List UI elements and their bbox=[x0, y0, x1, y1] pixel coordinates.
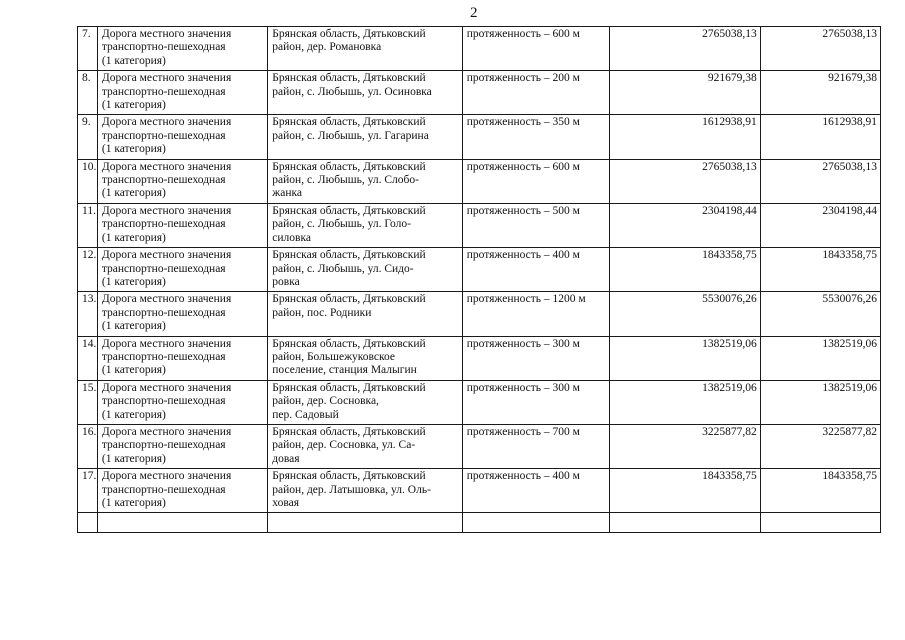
object-address bbox=[268, 469, 462, 513]
object-name bbox=[97, 203, 267, 247]
object-address bbox=[268, 424, 462, 468]
object-name-line: (1 категория) bbox=[101, 275, 166, 288]
object-name-line: транспортно-пешеходная bbox=[101, 129, 226, 142]
object-name-line: транспортно-пешеходная bbox=[101, 262, 226, 275]
tail-cell-length bbox=[462, 513, 609, 533]
row-number: 11. bbox=[78, 203, 98, 247]
value-primary: 1382519,06 bbox=[610, 380, 761, 424]
row-number: 13. bbox=[78, 292, 98, 336]
object-name bbox=[97, 336, 267, 380]
object-length: протяженность – 300 м bbox=[462, 380, 609, 424]
object-address bbox=[268, 203, 462, 247]
object-name-line: Дорога местного значения bbox=[101, 337, 232, 350]
object-address bbox=[268, 159, 462, 203]
object-address-line: Брянская область, Дятьковский bbox=[272, 470, 426, 483]
value-primary: 1843358,75 bbox=[610, 248, 761, 292]
tail-cell-value2 bbox=[760, 513, 880, 533]
value-primary: 2765038,13 bbox=[610, 27, 761, 71]
row-number: 8. bbox=[78, 71, 98, 115]
object-name-line: транспортно-пешеходная bbox=[101, 174, 226, 187]
roads-table bbox=[77, 26, 881, 533]
tail-cell-address bbox=[268, 513, 462, 533]
table-row bbox=[78, 248, 881, 292]
object-address-line: район, Большежуковское bbox=[272, 350, 396, 363]
object-name-line: транспортно-пешеходная bbox=[101, 395, 226, 408]
object-address bbox=[268, 336, 462, 380]
value-secondary: 1612938,91 bbox=[760, 115, 880, 159]
object-length: протяженность – 600 м bbox=[462, 159, 609, 203]
value-secondary: 921679,38 bbox=[760, 71, 880, 115]
table-row bbox=[78, 336, 881, 380]
row-number: 10. bbox=[78, 159, 98, 203]
object-address-line: Брянская область, Дятьковский bbox=[272, 116, 426, 129]
row-number: 16. bbox=[78, 424, 98, 468]
object-address-line: Брянская область, Дятьковский bbox=[272, 204, 426, 217]
value-secondary: 3225877,82 bbox=[760, 424, 880, 468]
value-secondary: 1843358,75 bbox=[760, 248, 880, 292]
object-name-line: (1 категория) bbox=[101, 320, 166, 333]
object-address-line: район, дер. Сосновка, bbox=[272, 395, 379, 408]
value-primary: 3225877,82 bbox=[610, 424, 761, 468]
object-address bbox=[268, 248, 462, 292]
object-address-line: Брянская область, Дятьковский bbox=[272, 425, 426, 438]
table-body bbox=[78, 27, 881, 533]
object-address-line: район, с. Любышь, ул. Сидо- bbox=[272, 262, 414, 275]
object-address-line: довая bbox=[272, 452, 300, 465]
value-primary: 2765038,13 bbox=[610, 159, 761, 203]
object-address bbox=[268, 27, 462, 71]
page-number: 2 bbox=[470, 5, 478, 21]
object-name-line: Дорога местного значения bbox=[101, 249, 232, 262]
object-name-line: Дорога местного значения bbox=[101, 28, 232, 40]
object-address-line: район, с. Любышь, ул. Гагарина bbox=[272, 129, 429, 142]
table-row bbox=[78, 71, 881, 115]
object-name-line: Дорога местного значения bbox=[101, 204, 232, 217]
value-secondary: 2765038,13 bbox=[760, 159, 880, 203]
table-row-tail bbox=[78, 513, 881, 533]
value-secondary: 5530076,26 bbox=[760, 292, 880, 336]
tail-cell-num bbox=[78, 513, 98, 533]
object-address-line: район, дер. Латышовка, ул. Оль- bbox=[272, 483, 431, 496]
object-name bbox=[97, 469, 267, 513]
object-name bbox=[97, 380, 267, 424]
table-row bbox=[78, 469, 881, 513]
object-length: протяженность – 200 м bbox=[462, 71, 609, 115]
object-name bbox=[97, 27, 267, 71]
object-address-line: район, дер. Романовка bbox=[272, 41, 382, 54]
row-number: 14. bbox=[78, 336, 98, 380]
object-name-line: (1 категория) bbox=[101, 408, 166, 421]
object-name-line: Дорога местного значения bbox=[101, 470, 232, 483]
object-name-line: (1 категория) bbox=[101, 99, 166, 112]
tail-cell-value1 bbox=[610, 513, 761, 533]
table-row bbox=[78, 159, 881, 203]
object-name-line: транспортно-пешеходная bbox=[101, 483, 226, 496]
value-secondary: 2765038,13 bbox=[760, 27, 880, 71]
row-number: 17. bbox=[78, 469, 98, 513]
object-name-line: транспортно-пешеходная bbox=[101, 350, 226, 363]
object-address-line: Брянская область, Дятьковский bbox=[272, 381, 426, 394]
object-name-line: (1 категория) bbox=[101, 187, 166, 200]
object-name bbox=[97, 248, 267, 292]
object-address bbox=[268, 292, 462, 336]
object-address-line: жанка bbox=[272, 187, 303, 200]
object-address-line: Брянская область, Дятьковский bbox=[272, 28, 426, 40]
object-address-line: Брянская область, Дятьковский bbox=[272, 337, 426, 350]
object-name-line: Дорога местного значения bbox=[101, 293, 232, 306]
object-address bbox=[268, 115, 462, 159]
object-address-line: Брянская область, Дятьковский bbox=[272, 249, 426, 262]
object-name-line: (1 категория) bbox=[101, 231, 166, 244]
object-name-line: транспортно-пешеходная bbox=[101, 85, 226, 98]
object-length: протяженность – 1200 м bbox=[462, 292, 609, 336]
value-primary: 921679,38 bbox=[610, 71, 761, 115]
object-name-line: Дорога местного значения bbox=[101, 381, 232, 394]
object-name bbox=[97, 424, 267, 468]
object-name-line: транспортно-пешеходная bbox=[101, 306, 226, 319]
object-name bbox=[97, 159, 267, 203]
object-address-line: район, с. Любышь, ул. Слобо- bbox=[272, 174, 419, 187]
object-name-line: Дорога местного значения bbox=[101, 425, 232, 438]
value-primary: 1382519,06 bbox=[610, 336, 761, 380]
object-length: протяженность – 400 м bbox=[462, 248, 609, 292]
table-row bbox=[78, 292, 881, 336]
object-name-line: (1 категория) bbox=[101, 452, 166, 465]
value-secondary: 2304198,44 bbox=[760, 203, 880, 247]
row-number: 12. bbox=[78, 248, 98, 292]
object-name bbox=[97, 115, 267, 159]
object-name bbox=[97, 71, 267, 115]
object-address-line: Брянская область, Дятьковский bbox=[272, 160, 426, 173]
object-address-line: Брянская область, Дятьковский bbox=[272, 293, 426, 306]
tail-cell-name bbox=[97, 513, 267, 533]
row-number: 9. bbox=[78, 115, 98, 159]
value-primary: 2304198,44 bbox=[610, 203, 761, 247]
object-name-line: (1 категория) bbox=[101, 364, 166, 377]
object-address bbox=[268, 380, 462, 424]
object-address-line: район, дер. Сосновка, ул. Са- bbox=[272, 439, 416, 452]
object-address-line: район, с. Любышь, ул. Голо- bbox=[272, 218, 411, 231]
object-address-line: силовка bbox=[272, 231, 311, 244]
object-address-line: поселение, станция Малыгин bbox=[272, 364, 417, 377]
table-row bbox=[78, 380, 881, 424]
value-secondary: 1382519,06 bbox=[760, 380, 880, 424]
object-name bbox=[97, 292, 267, 336]
object-length: протяженность – 300 м bbox=[462, 336, 609, 380]
object-address-line: пер. Садовый bbox=[272, 408, 339, 421]
table-row bbox=[78, 424, 881, 468]
value-primary: 1612938,91 bbox=[610, 115, 761, 159]
object-length: протяженность – 600 м bbox=[462, 27, 609, 71]
row-number: 7. bbox=[78, 27, 98, 71]
row-number: 15. bbox=[78, 380, 98, 424]
object-name-line: Дорога местного значения bbox=[101, 72, 232, 85]
object-name-line: транспортно-пешеходная bbox=[101, 41, 226, 54]
object-name-line: (1 категория) bbox=[101, 143, 166, 156]
object-name-line: Дорога местного значения bbox=[101, 116, 232, 129]
object-length: протяженность – 350 м bbox=[462, 115, 609, 159]
object-name-line: Дорога местного значения bbox=[101, 160, 232, 173]
object-name-line: (1 категория) bbox=[101, 497, 166, 509]
object-name-line: транспортно-пешеходная bbox=[101, 218, 226, 231]
value-primary: 5530076,26 bbox=[610, 292, 761, 336]
object-name-line: транспортно-пешеходная bbox=[101, 439, 226, 452]
table-row bbox=[78, 27, 881, 71]
object-length: протяженность – 700 м bbox=[462, 424, 609, 468]
object-name-line: (1 категория) bbox=[101, 54, 166, 67]
table-row bbox=[78, 115, 881, 159]
object-address-line: ровка bbox=[272, 275, 300, 288]
object-length: протяженность – 500 м bbox=[462, 203, 609, 247]
object-address-line: ховая bbox=[272, 497, 300, 509]
object-address bbox=[268, 71, 462, 115]
value-secondary: 1843358,75 bbox=[760, 469, 880, 513]
object-address-line: Брянская область, Дятьковский bbox=[272, 72, 426, 85]
value-secondary: 1382519,06 bbox=[760, 336, 880, 380]
value-primary: 1843358,75 bbox=[610, 469, 761, 513]
object-address-line: район, с. Любышь, ул. Осиновка bbox=[272, 85, 432, 98]
object-length: протяженность – 400 м bbox=[462, 469, 609, 513]
table-row bbox=[78, 203, 881, 247]
object-address-line: район, пос. Родники bbox=[272, 306, 372, 319]
